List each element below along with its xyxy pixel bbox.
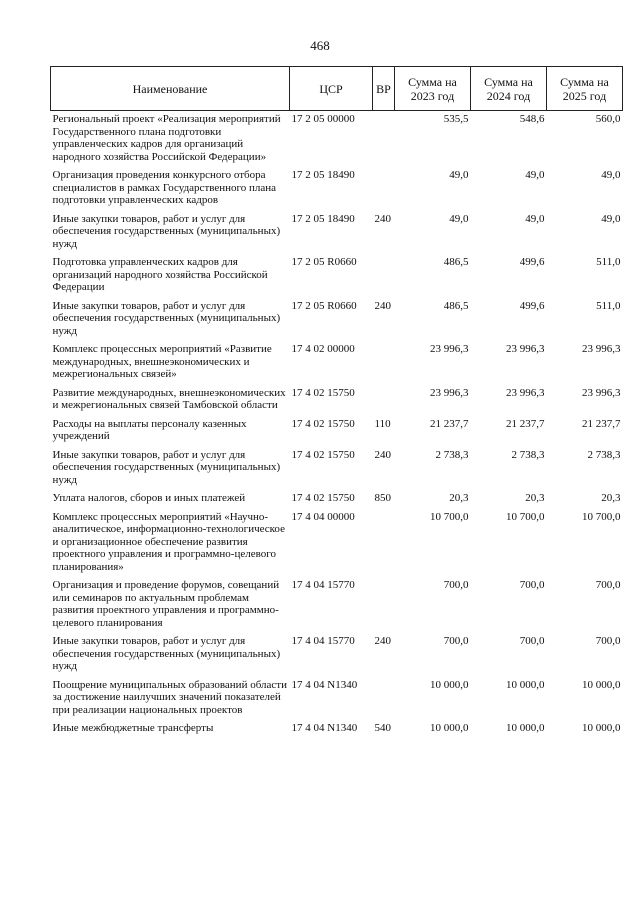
table-header [51,67,623,111]
row-name: Иные закупки товаров, работ и услуг для обеспечения государственных (муниципальных) нужд [52,635,281,672]
table-row [51,629,623,673]
row-name: Организация проведения конкурсного отбора специалистов в рамках Государственного плана подготовки управленческих кадров [52,169,277,206]
row-sum-2024: 499,6 [519,299,545,312]
row-sum-2023: 486,5 [443,256,469,268]
row-vr: 240 [374,448,391,461]
table-row [51,163,623,207]
row-sum-2023: 21 237,7 [430,417,469,430]
row-vr [373,381,395,412]
header-name: Наименование [51,67,290,111]
table-row [51,207,623,251]
header-sum-2023: Сумма на 2023 год [395,67,471,111]
row-sum-2025: 10 000,0 [582,722,621,734]
table-row [51,443,623,487]
row-vr [373,163,395,207]
row-sum-2023: 535,5 [443,113,469,125]
row-name: Комплекс процессных мероприятий «Научно-аналитическое, информационно-технологическое и организационное обеспечение развития проектного управления и программно-целевого планирования» [52,510,285,573]
row-name: Организация и проведение форумов, совещаний или семинаров по актуальным проблемам развития проектного управления и программно-целевого планирования [52,579,280,629]
row-name: Иные межбюджетные трансферты [52,722,214,734]
table-row [51,412,623,443]
row-sum-2023: 49,0 [449,212,469,225]
row-sum-2024: 10 700,0 [506,510,545,523]
table-row [51,250,623,294]
table-row [51,294,623,338]
row-sum-2023: 10 000,0 [430,722,469,734]
row-sum-2024: 23 996,3 [506,386,545,399]
row-vr [373,337,395,381]
row-name: Развитие международных, внешнеэкономических и межрегиональных связей Тамбовской области [52,386,286,411]
row-csr: 17 4 02 15750 [291,492,355,504]
row-sum-2025: 511,0 [596,256,621,268]
row-csr: 17 4 02 15750 [291,448,355,461]
row-name: Расходы на выплаты персоналу казенных учреждений [52,417,247,442]
row-sum-2024: 700,0 [519,579,545,591]
row-vr [373,573,395,629]
row-sum-2025: 23 996,3 [582,386,621,399]
row-sum-2025: 700,0 [595,635,621,647]
row-sum-2024: 499,6 [519,256,545,268]
row-sum-2025: 2 738,3 [587,448,621,461]
row-name: Иные закупки товаров, работ и услуг для обеспечения государственных (муниципальных) нужд [52,299,281,337]
row-sum-2024: 548,6 [519,113,545,125]
row-csr: 17 4 04 00000 [291,510,355,523]
row-csr: 17 4 04 N1340 [291,678,358,691]
row-csr: 17 4 04 N1340 [291,722,358,734]
row-name: Уплата налогов, сборов и иных платежей [52,492,246,504]
row-sum-2023: 486,5 [443,299,469,312]
row-vr: 850 [374,492,391,504]
row-csr: 17 2 05 18490 [291,169,355,181]
row-vr [373,505,395,574]
row-vr: 110 [374,417,391,430]
row-vr [373,673,395,717]
table-row [51,486,623,505]
row-csr: 17 4 04 15770 [291,579,355,591]
row-csr: 17 2 05 R0660 [291,256,357,268]
row-sum-2025: 49,0 [601,212,621,225]
row-sum-2025: 10 000,0 [582,678,621,691]
row-vr: 540 [374,722,391,734]
table-row [51,673,623,717]
header-row [51,67,623,111]
page-number: 468 [310,38,330,53]
table-row [51,381,623,412]
row-name: Иные закупки товаров, работ и услуг для обеспечения государственных (муниципальных) нужд [52,448,281,486]
row-name: Комплекс процессных мероприятий «Развитие международных, внешнеэкономических и межрегиональных связей» [52,343,272,380]
row-sum-2024: 700,0 [519,635,545,647]
row-vr [373,111,395,164]
row-sum-2025: 49,0 [601,169,621,181]
row-name: Подготовка управленческих кадров для организаций народного хозяйства Российской Федерации [52,256,268,293]
header-sum-2024: Сумма на 2024 год [471,67,547,111]
row-csr: 17 2 05 R0660 [291,299,357,312]
table-row [51,337,623,381]
row-csr: 17 4 04 15770 [291,635,355,647]
row-sum-2023: 23 996,3 [430,343,469,355]
row-sum-2023: 2 738,3 [435,448,469,461]
row-sum-2023: 10 000,0 [430,678,469,691]
row-csr: 17 2 05 00000 [291,113,355,125]
row-sum-2025: 511,0 [596,299,621,312]
row-csr: 17 2 05 18490 [291,212,355,225]
row-sum-2025: 20,3 [601,492,621,504]
row-vr: 240 [374,635,391,647]
row-csr: 17 4 02 15750 [291,386,355,399]
row-sum-2023: 10 700,0 [430,510,469,523]
row-vr: 240 [374,299,391,312]
row-csr: 17 4 02 15750 [291,417,355,430]
table-row [51,111,623,164]
row-csr: 17 4 02 00000 [291,343,355,355]
table-row [51,573,623,629]
row-sum-2025: 21 237,7 [582,417,621,430]
row-sum-2024: 10 000,0 [506,722,545,734]
row-sum-2025: 23 996,3 [582,343,621,355]
row-sum-2025: 10 700,0 [582,510,621,523]
row-vr [373,250,395,294]
row-name: Региональный проект «Реализация мероприятий Государственного плана подготовки управленческих кадров для организаций народного хозяйства Российской Федерации» [52,113,281,163]
table-body [51,111,623,735]
row-name: Поощрение муниципальных образований области за достижение наилучших значений показателей при реализации национальных проектов [52,678,287,716]
row-sum-2024: 49,0 [525,169,545,181]
row-sum-2024: 23 996,3 [506,343,545,355]
header-vr: ВР [373,67,395,111]
row-sum-2023: 700,0 [443,635,469,647]
row-sum-2025: 700,0 [595,579,621,591]
header-csr: ЦСР [290,67,373,111]
row-name: Иные закупки товаров, работ и услуг для обеспечения государственных (муниципальных) нужд [52,212,281,250]
row-sum-2025: 560,0 [595,113,621,125]
row-sum-2023: 23 996,3 [430,386,469,399]
row-sum-2024: 49,0 [525,212,545,225]
row-vr: 240 [374,212,391,225]
row-sum-2023: 20,3 [449,492,469,504]
header-sum-2025: Сумма на 2025 год [547,67,623,111]
row-sum-2023: 700,0 [443,579,469,591]
row-sum-2024: 20,3 [525,492,545,504]
table-row [51,505,623,574]
row-sum-2024: 2 738,3 [511,448,545,461]
row-sum-2023: 49,0 [449,169,469,181]
table-row [51,716,623,735]
row-sum-2024: 10 000,0 [506,678,545,691]
budget-table [50,66,623,735]
row-sum-2024: 21 237,7 [506,417,545,430]
